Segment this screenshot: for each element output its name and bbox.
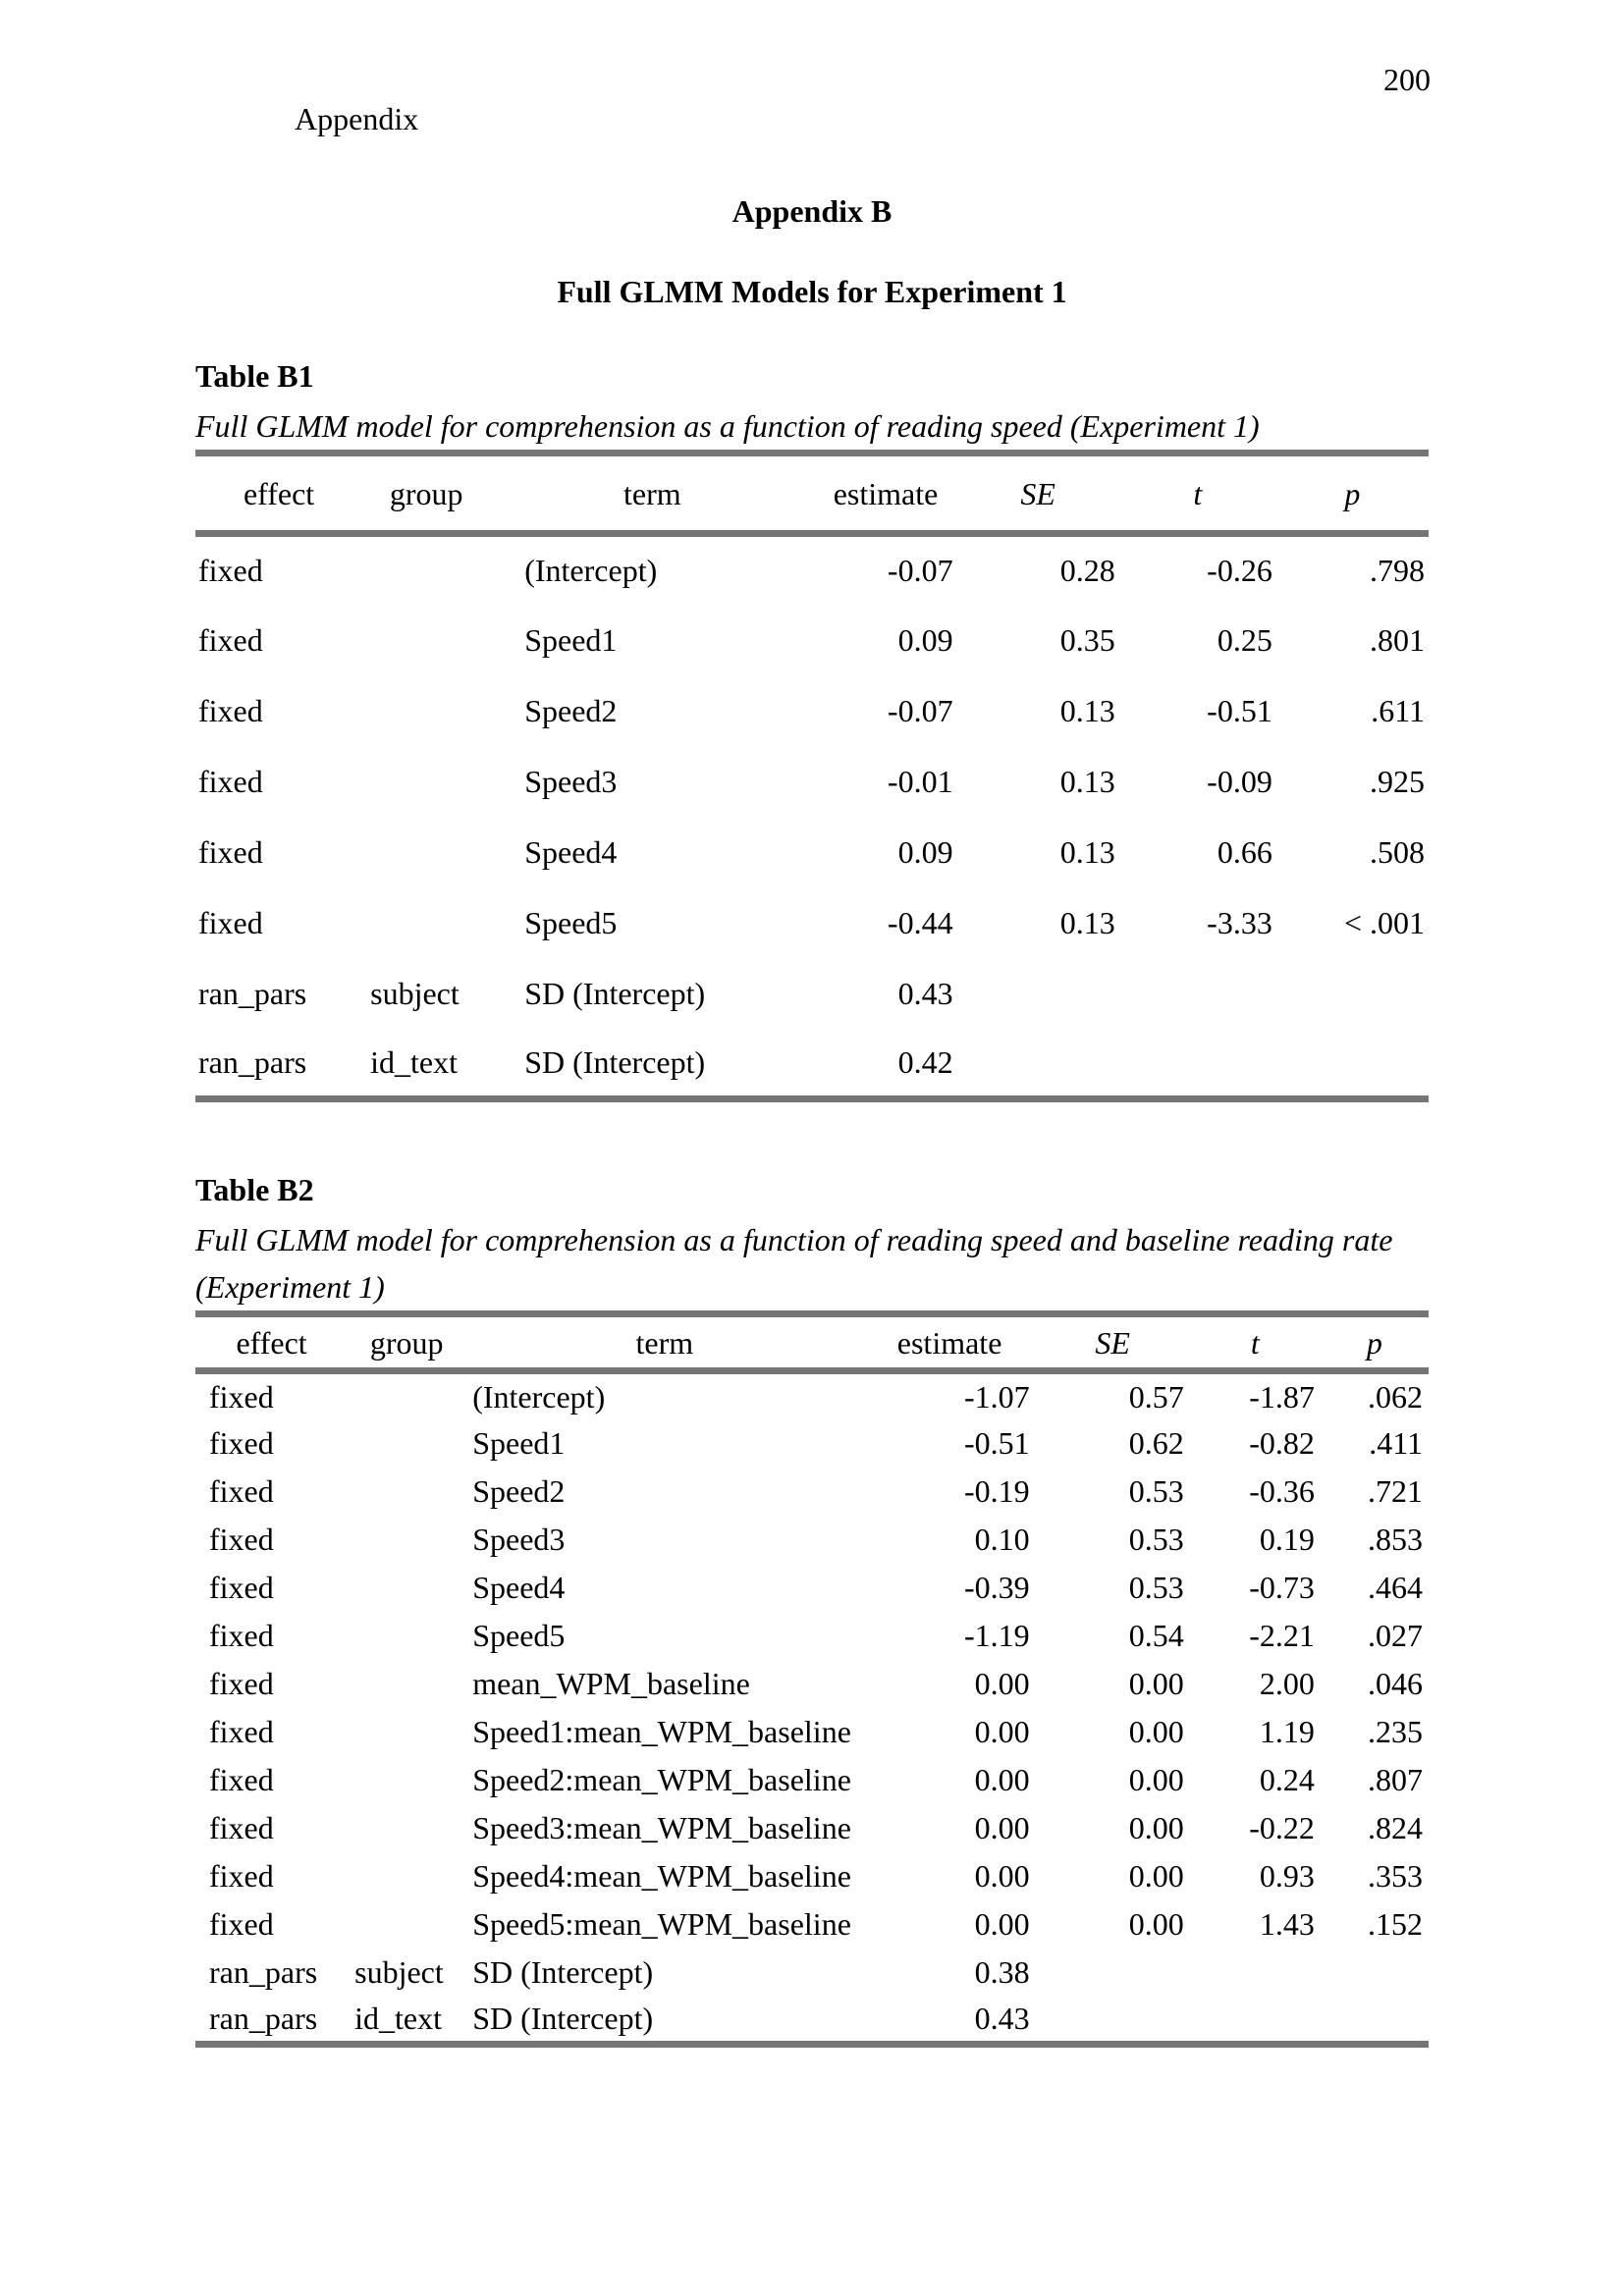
table-cell: -1.87 bbox=[1249, 1378, 1315, 1415]
table-cell: .508 bbox=[1370, 833, 1425, 870]
table-cell: 0.13 bbox=[1059, 763, 1115, 799]
table-cell: .062 bbox=[1368, 1378, 1423, 1415]
column-header-p: p bbox=[1276, 454, 1429, 534]
table-cell: -2.21 bbox=[1249, 1618, 1315, 1653]
column-header-group: group bbox=[362, 454, 490, 534]
table-cell: Speed2 bbox=[524, 692, 618, 728]
table-cell bbox=[1190, 1949, 1321, 1997]
table-cell: Speed1 bbox=[524, 621, 618, 658]
table-cell: 0.19 bbox=[1259, 1522, 1315, 1557]
table-cell bbox=[348, 1756, 465, 1804]
table-cell: fixed bbox=[209, 1425, 274, 1461]
table-cell: subject bbox=[370, 975, 460, 1011]
table-cell: fixed bbox=[209, 1906, 274, 1942]
column-header-SE: SE bbox=[1036, 1314, 1190, 1371]
table-cell: SD (Intercept) bbox=[472, 2001, 654, 2037]
table-cell: 0.62 bbox=[1128, 1425, 1184, 1461]
table-cell: .046 bbox=[1368, 1666, 1423, 1701]
table-cell bbox=[957, 1029, 1119, 1099]
table-cell: Speed5 bbox=[472, 1618, 566, 1653]
table-cell: .353 bbox=[1368, 1858, 1423, 1894]
table-cell: .721 bbox=[1368, 1473, 1423, 1509]
table-cell: .611 bbox=[1371, 692, 1425, 728]
table-cell bbox=[348, 1564, 465, 1612]
table-cell bbox=[362, 605, 490, 675]
table-row bbox=[195, 1756, 1429, 1804]
table-cell: 0.13 bbox=[1059, 904, 1115, 940]
table-row bbox=[195, 1419, 1429, 1468]
table-cell: 0.00 bbox=[974, 1906, 1030, 1942]
table-cell bbox=[1036, 1949, 1190, 1997]
table-cell: ran_pars bbox=[209, 1954, 318, 1990]
table-row bbox=[195, 958, 1429, 1029]
table-cell bbox=[348, 1468, 465, 1516]
table-cell: fixed bbox=[209, 1618, 274, 1653]
table-cell: fixed bbox=[209, 1858, 274, 1894]
table-cell: 0.09 bbox=[897, 621, 953, 658]
table-cell bbox=[348, 1900, 465, 1949]
table-cell: .853 bbox=[1368, 1522, 1423, 1557]
table-cell bbox=[348, 1852, 465, 1900]
table-cell: < .001 bbox=[1343, 904, 1425, 940]
table-cell bbox=[1036, 1997, 1190, 2045]
column-header-p: p bbox=[1321, 1314, 1429, 1371]
table-cell: 0.00 bbox=[1128, 1858, 1184, 1894]
table-cell bbox=[957, 958, 1119, 1029]
table-cell: -0.51 bbox=[963, 1425, 1030, 1461]
table-cell: -0.22 bbox=[1249, 1810, 1315, 1845]
table-cell: -3.33 bbox=[1207, 904, 1272, 940]
table-cell: 0.13 bbox=[1059, 833, 1115, 870]
table-cell: fixed bbox=[198, 833, 263, 870]
table-cell: -0.01 bbox=[887, 763, 953, 799]
table-cell: .235 bbox=[1368, 1714, 1423, 1749]
table-cell: fixed bbox=[198, 553, 263, 589]
table-cell: -0.73 bbox=[1249, 1570, 1315, 1605]
table-cell: 0.42 bbox=[897, 1043, 953, 1080]
table-cell: 0.25 bbox=[1217, 621, 1272, 658]
table-row bbox=[195, 1516, 1429, 1564]
table-row bbox=[195, 817, 1429, 887]
table-cell: Speed3 bbox=[472, 1522, 566, 1557]
table-row bbox=[195, 1029, 1429, 1099]
table-row bbox=[195, 675, 1429, 746]
table-cell: -0.44 bbox=[887, 904, 953, 940]
table-cell bbox=[348, 1708, 465, 1756]
column-header-estimate: estimate bbox=[864, 1314, 1036, 1371]
table-cell: .801 bbox=[1370, 621, 1425, 658]
table-row bbox=[195, 1949, 1429, 1997]
table-cell bbox=[348, 1419, 465, 1468]
table-cell: 1.19 bbox=[1259, 1714, 1315, 1749]
table-row bbox=[195, 1612, 1429, 1660]
table-cell: -1.19 bbox=[963, 1618, 1030, 1653]
table-cell: fixed bbox=[209, 1762, 274, 1797]
table-cell: Speed3:mean_WPM_baseline bbox=[472, 1810, 851, 1845]
table-cell: 0.00 bbox=[974, 1762, 1030, 1797]
table-cell bbox=[1276, 1029, 1429, 1099]
table-cell: SD (Intercept) bbox=[524, 975, 706, 1011]
running-head: Appendix bbox=[295, 101, 419, 136]
table-row bbox=[195, 1468, 1429, 1516]
table-cell bbox=[362, 675, 490, 746]
table-cell: Speed2 bbox=[472, 1473, 566, 1509]
table-cell: (Intercept) bbox=[472, 1378, 606, 1415]
table-cell: ran_pars bbox=[198, 975, 307, 1011]
table-cell: SD (Intercept) bbox=[472, 1954, 654, 1990]
table-cell: Speed5 bbox=[524, 904, 618, 940]
table-cell: 0.00 bbox=[1128, 1906, 1184, 1942]
table-cell: mean_WPM_baseline bbox=[472, 1666, 750, 1701]
table-cell: -1.07 bbox=[963, 1378, 1030, 1415]
table-cell: Speed3 bbox=[524, 763, 618, 799]
table-cell: .925 bbox=[1370, 763, 1425, 799]
table-row bbox=[195, 1997, 1429, 2045]
table-cell bbox=[1119, 958, 1276, 1029]
table-cell: -0.39 bbox=[963, 1570, 1030, 1605]
table-cell bbox=[1190, 1997, 1321, 2045]
table-b2-label: Table B2 bbox=[195, 1172, 314, 1207]
column-header-t: t bbox=[1119, 454, 1276, 534]
column-header-t: t bbox=[1190, 1314, 1321, 1371]
table-b1-label: Table B1 bbox=[195, 358, 314, 394]
table-cell: -0.36 bbox=[1249, 1473, 1315, 1509]
table-cell: 0.57 bbox=[1128, 1378, 1184, 1415]
table-cell bbox=[362, 746, 490, 817]
table-row bbox=[195, 746, 1429, 817]
table-cell: 0.28 bbox=[1059, 553, 1115, 589]
table-cell: fixed bbox=[209, 1666, 274, 1701]
table-cell: 0.13 bbox=[1059, 692, 1115, 728]
table-cell: SD (Intercept) bbox=[524, 1043, 706, 1080]
table-b1 bbox=[195, 450, 1429, 1102]
table-cell: 0.09 bbox=[897, 833, 953, 870]
table-cell: 0.53 bbox=[1128, 1522, 1184, 1557]
column-header-effect: effect bbox=[195, 454, 362, 534]
table-cell: Speed1 bbox=[472, 1425, 566, 1461]
table-cell: -0.26 bbox=[1207, 553, 1272, 589]
table-b2 bbox=[195, 1310, 1429, 2048]
column-header-effect: effect bbox=[195, 1314, 348, 1371]
table-cell bbox=[348, 1516, 465, 1564]
table-row bbox=[195, 1371, 1429, 1419]
column-header-estimate: estimate bbox=[814, 454, 956, 534]
table-row bbox=[195, 1852, 1429, 1900]
column-header-group: group bbox=[348, 1314, 465, 1371]
table-cell: fixed bbox=[209, 1522, 274, 1557]
table-cell bbox=[1321, 1949, 1429, 1997]
table-cell: Speed4:mean_WPM_baseline bbox=[472, 1858, 851, 1894]
table-cell bbox=[348, 1371, 465, 1419]
table-cell: 0.54 bbox=[1128, 1618, 1184, 1653]
table-cell bbox=[1119, 1029, 1276, 1099]
table-cell: 0.00 bbox=[974, 1714, 1030, 1749]
table-cell: fixed bbox=[209, 1714, 274, 1749]
table-cell bbox=[362, 887, 490, 958]
table-cell bbox=[362, 817, 490, 887]
table-cell: fixed bbox=[198, 692, 263, 728]
table-cell: subject bbox=[354, 1954, 444, 1990]
table-cell: 0.10 bbox=[974, 1522, 1030, 1557]
table-cell: fixed bbox=[209, 1378, 274, 1415]
table-cell: id_text bbox=[354, 2001, 442, 2037]
table-b2-caption: Full GLMM model for comprehension as a function of reading speed and baseline reading rate (Experiment 1) bbox=[195, 1222, 1393, 1305]
table-cell: ran_pars bbox=[209, 2001, 318, 2037]
table-b1-caption: Full GLMM model for comprehension as a function of reading speed (Experiment 1) bbox=[195, 408, 1260, 444]
table-row bbox=[195, 534, 1429, 605]
table-cell bbox=[348, 1804, 465, 1852]
table-cell: .027 bbox=[1368, 1618, 1423, 1653]
table-cell: -0.07 bbox=[887, 553, 953, 589]
table-cell: fixed bbox=[198, 621, 263, 658]
table-cell: 2.00 bbox=[1259, 1666, 1315, 1701]
column-header-SE: SE bbox=[957, 454, 1119, 534]
table-cell: 0.00 bbox=[1128, 1762, 1184, 1797]
table-cell: id_text bbox=[370, 1043, 458, 1080]
table-row bbox=[195, 1708, 1429, 1756]
page-number: 200 bbox=[1383, 62, 1431, 97]
table-row bbox=[195, 605, 1429, 675]
table-cell: 0.00 bbox=[1128, 1666, 1184, 1701]
table-cell: 0.38 bbox=[974, 1954, 1030, 1990]
table-cell: Speed2:mean_WPM_baseline bbox=[472, 1762, 851, 1797]
table-cell: 0.00 bbox=[974, 1666, 1030, 1701]
page-content bbox=[195, 0, 1429, 2048]
table-cell: 0.00 bbox=[974, 1810, 1030, 1845]
table-cell: -0.07 bbox=[887, 692, 953, 728]
table-cell: .807 bbox=[1368, 1762, 1423, 1797]
table-cell: fixed bbox=[209, 1810, 274, 1845]
table-cell: 0.35 bbox=[1059, 621, 1115, 658]
table-cell: 0.53 bbox=[1128, 1570, 1184, 1605]
table-cell: Speed5:mean_WPM_baseline bbox=[472, 1906, 851, 1942]
table-cell: fixed bbox=[198, 904, 263, 940]
table-row bbox=[195, 1804, 1429, 1852]
table-cell bbox=[1276, 958, 1429, 1029]
table-cell: -0.82 bbox=[1249, 1425, 1315, 1461]
table-cell: 0.00 bbox=[974, 1858, 1030, 1894]
table-cell: 0.93 bbox=[1259, 1858, 1315, 1894]
table-cell: (Intercept) bbox=[524, 553, 658, 589]
table-cell: 0.53 bbox=[1128, 1473, 1184, 1509]
table-row bbox=[195, 1660, 1429, 1708]
table-row bbox=[195, 1564, 1429, 1612]
document-title: Full GLMM Models for Experiment 1 bbox=[557, 274, 1067, 309]
table-cell bbox=[348, 1612, 465, 1660]
table-cell: 0.66 bbox=[1217, 833, 1272, 870]
column-header-term: term bbox=[465, 1314, 863, 1371]
table-cell: Speed1:mean_WPM_baseline bbox=[472, 1714, 851, 1749]
table-cell: 0.43 bbox=[974, 2001, 1030, 2037]
appendix-heading: Appendix B bbox=[731, 193, 893, 229]
table-cell: 1.43 bbox=[1259, 1906, 1315, 1942]
table-cell: fixed bbox=[209, 1570, 274, 1605]
table-cell: 0.00 bbox=[1128, 1714, 1184, 1749]
table-cell: .824 bbox=[1368, 1810, 1423, 1845]
table-cell: .411 bbox=[1369, 1425, 1423, 1461]
table-row bbox=[195, 1900, 1429, 1949]
table-cell: 0.00 bbox=[1128, 1810, 1184, 1845]
table-cell bbox=[362, 534, 490, 605]
table-cell: .798 bbox=[1370, 553, 1425, 589]
table-cell: fixed bbox=[198, 763, 263, 799]
table-cell: 0.43 bbox=[897, 975, 953, 1011]
table-cell: -0.51 bbox=[1207, 692, 1272, 728]
table-cell bbox=[348, 1660, 465, 1708]
table-cell: .152 bbox=[1368, 1906, 1423, 1942]
table-cell: Speed4 bbox=[524, 833, 618, 870]
table-cell bbox=[1321, 1997, 1429, 2045]
table-cell: -0.19 bbox=[963, 1473, 1030, 1509]
table-cell: Speed4 bbox=[472, 1570, 566, 1605]
table-cell: 0.24 bbox=[1259, 1762, 1315, 1797]
column-header-term: term bbox=[490, 454, 814, 534]
header-row bbox=[195, 1314, 1429, 1371]
table-cell: fixed bbox=[209, 1473, 274, 1509]
table-cell: -0.09 bbox=[1207, 763, 1272, 799]
header-row bbox=[195, 454, 1429, 534]
table-row bbox=[195, 887, 1429, 958]
table-cell: ran_pars bbox=[198, 1043, 307, 1080]
table-cell: .464 bbox=[1368, 1570, 1423, 1605]
